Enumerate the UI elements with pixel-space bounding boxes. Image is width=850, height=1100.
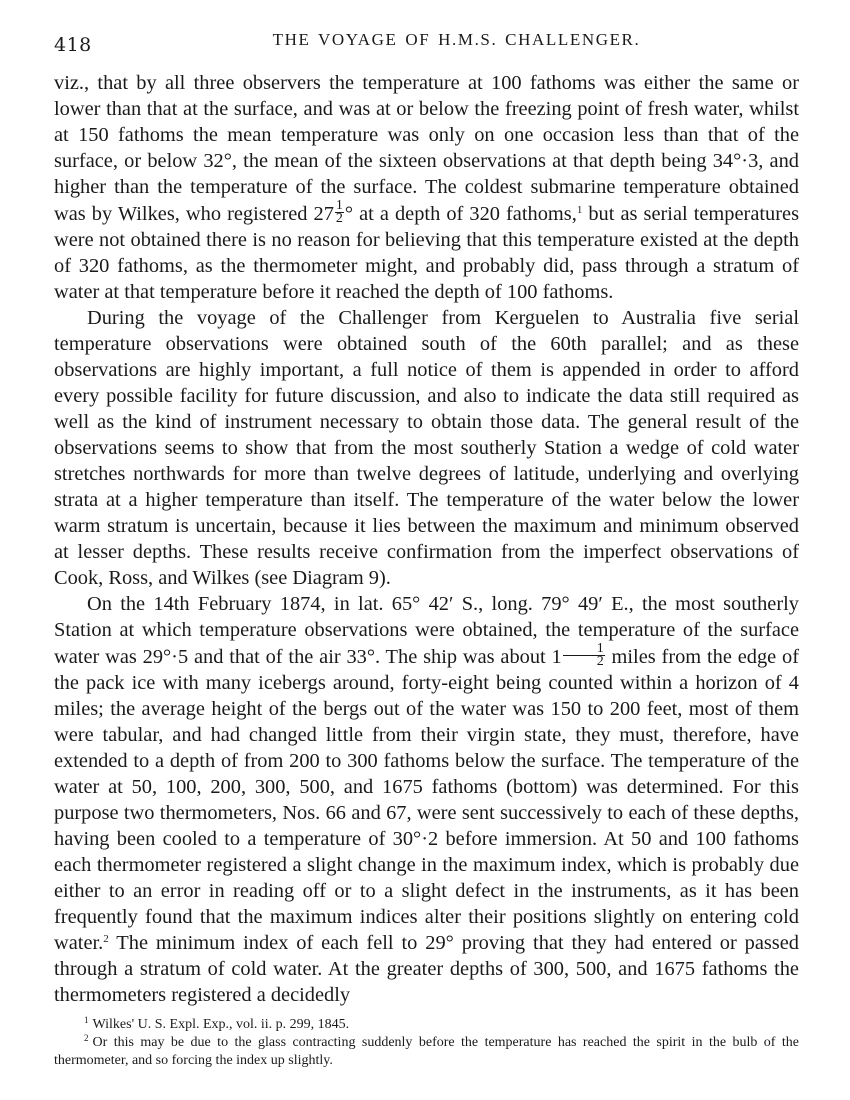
paragraph-1-text-c: but as serial temperatures were not obtained there is no reason for believing that this temperature existed at the depth of 320 fathoms, as the thermometer might, and probably did, pass through a stratum of water at that temperature before it reached the depth of 100 fathoms. bbox=[54, 203, 800, 303]
footnote-text: Wilkes' U. S. Expl. Exp., vol. ii. p. 299, 1845. bbox=[92, 1017, 350, 1032]
paragraph-3 bbox=[54, 591, 799, 1008]
paragraph-2: During the voyage of the Challenger from Kerguelen to Australia five serial temperature observations were obtained south of the 60th parallel; and as these observations are highly important, a full notice of them is appended in order to afford every possible facility for future discussion, and also to indicate the data still required as well as the kind of instrument necessary to obtain those data. The general result of the observations seems to show that from the most southerly Station a wedge of cold water stretches northwards for more than twelve degrees of latitude, underlying and overlying strata at a higher temperature than itself. The temperature of the water below the lower warm stratum is uncertain, because it lies between the maximum and minimum observed at lesser depths. These results receive confirmation from the imperfect observations of Cook, Ross, and Wilkes (see Diagram 9). bbox=[54, 307, 799, 589]
footnote-2 bbox=[54, 1034, 799, 1070]
body-text bbox=[54, 70, 799, 1008]
footnote-mark: 1 bbox=[84, 1015, 89, 1025]
footnote-ref-2: 2 bbox=[103, 933, 109, 945]
running-title: THE VOYAGE OF H.M.S. CHALLENGER. bbox=[272, 30, 641, 49]
footnote-mark: 2 bbox=[84, 1033, 89, 1043]
paragraph-3-text-b: miles from the edge of the pack ice with many icebergs around, forty-eight being counted within a horizon of 4 miles; the average height of the bergs out of the water was 150 to 200 feet, most of them were tabular, and had changed little from their virgin state, they must, therefore, have extended to a depth of from 200 to 300 fathoms below the surface. The temperature of the water at 50, 100, 200, 300, 500, and 1675 fathoms (bottom) was determined. For this purpose two thermometers, Nos. 66 and 67, were sent successively to each of these depths, having been cooled to a temperature of 30°·2 before immersion. At 50 and 100 fathoms each thermometer registered a slight change in the maximum index, which is probably due either to an error in reading off or to a slight defect in the instruments, as it has been frequently found that the maximum indices alter their positions slightly on entering cold water. bbox=[54, 646, 799, 954]
paragraph-3-text-a: On the 14th February 1874, in lat. 65° 42′ S., long. 79° 49′ E., the most southerly Station at which temperature observations were obtained, the temperature of the surface water was 29°·5 and that of the air 33°. The ship was about 1 bbox=[54, 593, 799, 668]
page-number: 418 bbox=[54, 34, 92, 56]
fraction-denominator: 2 bbox=[335, 211, 343, 226]
running-head bbox=[54, 28, 799, 58]
fraction-numerator: 1 bbox=[335, 198, 343, 213]
footnote-ref-1: 1 bbox=[576, 204, 583, 216]
fraction-numerator: 1 bbox=[563, 643, 605, 656]
fraction-denominator: 2 bbox=[596, 654, 604, 669]
paragraph-1-text-b: ° at a depth of 320 fathoms, bbox=[344, 203, 577, 225]
footnote-text: Or this may be due to the glass contracting suddenly before the temperature has reached the spirit in the bulb of the thermometer, and so forcing the index up slightly. bbox=[54, 1035, 799, 1068]
footnotes bbox=[54, 1016, 799, 1070]
paragraph-1 bbox=[54, 70, 799, 305]
paragraph-3-text-c: The minimum index of each fell to 29° proving that they had entered or passed through a stratum of cold water. At the greater depths of 300, 500, and 1675 fathoms the thermometers registered a decidedly bbox=[54, 932, 799, 1006]
fraction-half bbox=[335, 200, 344, 225]
paragraph-1-text-a: viz., that by all three observers the temperature at 100 fathoms was either the same or lower than that at the surface, and was at or below the freezing point of fresh water, whilst at 150 fathoms the mean temperature was only on one occasion less than that of the surface, or below 32°, the mean of the sixteen observations at that depth being 34°·3, and higher than the temperature of the surface. The coldest submarine temperature obtained was by Wilkes, who registered 27 bbox=[54, 72, 799, 225]
fraction-half bbox=[563, 643, 605, 668]
footnote-1 bbox=[54, 1016, 799, 1034]
